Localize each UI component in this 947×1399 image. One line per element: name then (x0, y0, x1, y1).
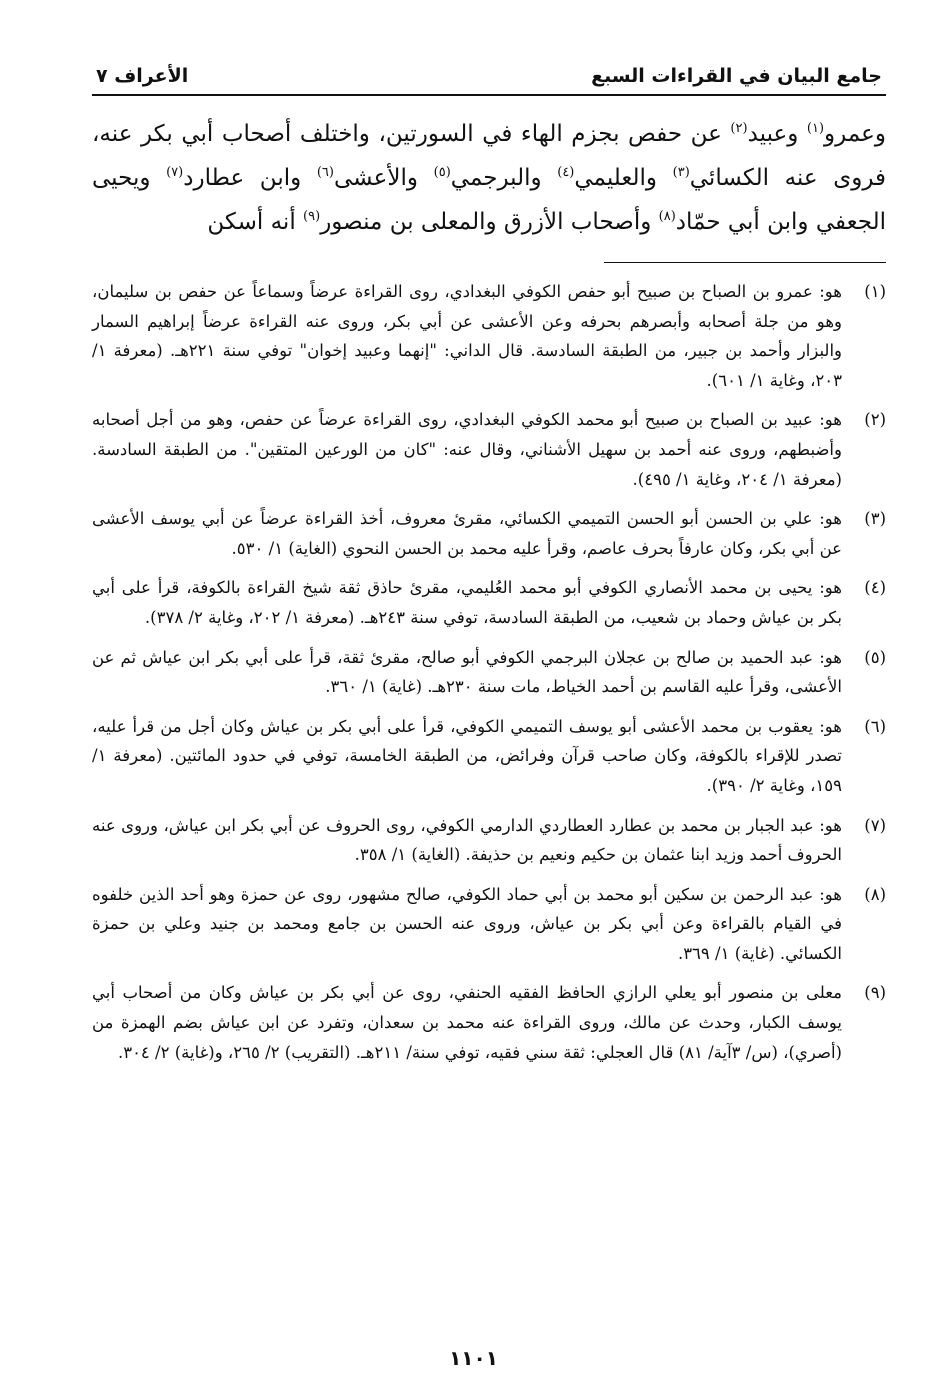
footnote-text: هو: يحيى بن محمد الأنصاري الكوفي أبو محمد العُليمي، مقرئ حاذق ثقة شيخ القراءة بالكوفة، قرأ على أبي بكر بن عياش وحماد بن شعيب، من الطبقة السادسة، توفي سنة ٢٤٣هـ. (معرفة ١/ ٢٠٢، وغاية ٢/ ٣٧٨). (92, 578, 842, 627)
footnote-2 (92, 405, 886, 494)
text-segment: وابن عطارد (183, 165, 317, 191)
footnote-3 (92, 504, 886, 563)
text-segment: وأصحاب الأزرق والمعلى بن منصور (320, 209, 659, 235)
footnote-ref-6: (٦) (316, 164, 334, 180)
footnote-text: هو: عبد الجبار بن محمد بن عطارد العطاردي الدارمي الكوفي، روى الحروف عن أبي بكر ابن عياش، وروى عنه الحروف أحمد وزيد ابنا عثمان بن حكيم ونعيم بن حذيفة. (الغاية) ١/ ٣٥٨. (92, 815, 842, 865)
footnote-text: هو: عمرو بن الصباح بن صبيح أبو حفص الكوفي البغدادي، روى القراءة عرضاً وسماعاً عن حفص بن سليمان، وهو من جلة أصحابه وأبصرهم بحرفه وعن الأعشى عن أبي بكر، وروى عنه القراءة عرضاً إبراهيم السمار والبزار وأحمد بن جبير، من الطبقة السادسة. قال الداني: "إنهما وعبيد إخوان" توفي سنة ٢٢١هـ. (معرفة ١/ ٢٠٣، وغاية ١/ ٦٠١). (92, 282, 843, 390)
text-segment: والأعشى (333, 165, 434, 191)
footnote-ref-5: (٥) (433, 164, 451, 180)
footnote-1 (92, 277, 886, 395)
footnote-number: (٢) (864, 410, 886, 430)
footnote-number: (٥) (864, 647, 886, 667)
footnote-8 (92, 880, 886, 969)
footnote-ref-3: (٣) (672, 164, 690, 180)
footnote-ref-1: (١) (806, 120, 825, 136)
main-paragraph (92, 112, 886, 244)
text-segment: أنه أسكن (207, 209, 304, 235)
footnote-number: (١) (864, 282, 886, 301)
footnote-number: (٣) (864, 509, 886, 529)
footnote-5 (92, 643, 886, 702)
footnote-ref-4: (٤) (557, 164, 575, 180)
footnote-text: هو: عبيد بن الصباح بن صبيح أبو محمد الكوفي البغدادي، روى القراءة عرضاً عن حفص، وهو من أجل أصحابه وأضبطهم، وروى عنه أحمد بن سهيل الأشناني، وقال عنه: "كان من الورعين المتقين". من الطبقة السادسة. (معرفة ١/ ٢٠٤، وغاية ١/ ٤٩٥). (92, 410, 842, 489)
text-segment: ويحيى الجعفي وابن أبي حمّاد (92, 165, 886, 235)
surah-label: الأعراف ٧ (96, 65, 189, 87)
footnote-number: (٧) (864, 815, 886, 835)
page-number: ١١٠١ (449, 1346, 498, 1370)
text-segment: عن حفص بجزم الهاء في السورتين، واختلف أصحاب أبي بكر عنه، فروى عنه الكسائي (92, 121, 886, 191)
footnote-number: (٤) (864, 578, 886, 598)
footnote-ref-9: (٩) (303, 208, 321, 224)
footnote-separator (604, 262, 886, 263)
text-segment: والبرجمي (450, 165, 558, 191)
footnote-ref-7: (٧) (166, 164, 184, 180)
footnote-number: (٨) (864, 884, 886, 904)
footnote-text: هو: علي بن الحسن أبو الحسن التميمي الكسائي، مقرئ معروف، أخذ القراءة عرضاً عن أبي يوسف الأعشى عن أبي بكر، وكان عارفاً بحرف عاصم، وقرأ عليه محمد بن الحسن النحوي (الغاية) ١/ ٥٣٠. (92, 509, 842, 558)
footnote-7 (92, 811, 886, 870)
footnotes-section (92, 277, 886, 1067)
book-page (92, 60, 886, 1077)
footnote-text: هو: عبد الرحمن بن سكين أبو محمد بن أبي حماد الكوفي، صالح مشهور، روى عن حمزة وهو أحد الذين خلفوه في القيام بالقراءة وعن أبي بكر بن عياش، وروى عنه الحسن بن جامع ومحمد بن جنيد وعلي بن حمزة الكسائي. (غاية) ١/ ٣٦٩. (92, 884, 842, 963)
footnote-text: هو: عبد الحميد بن صالح بن عجلان البرجمي الكوفي أبو صالح، مقرئ ثقة، قرأ على أبي بكر ابن عياش ثم عن الأعشى، وقرأ عليه القاسم بن أحمد الخياط، مات سنة ٢٣٠هـ. (غاية) ١/ ٣٦٠. (92, 647, 842, 697)
footnote-9 (92, 978, 886, 1067)
footnote-number: (٩) (864, 983, 886, 1003)
footnote-6 (92, 712, 886, 801)
footnote-text: معلى بن منصور أبو يعلي الرازي الحافظ الفقيه الحنفي، روى عن أبي بكر بن عياش وكان من أصحاب أبي يوسف الكبار، وحدث عن مالك، وروى القراءة عنه محمد بن سعدان، وتفرد عن ابن عياش بضم الهمزة من (أصري)، (س/ ٣آية/ ٨١) قال العجلي: ثقة سني فقيه، توفي سنة/ ٢١١هـ. (التقريب) ٢/ ٢٦٥، و(غاية) ٢/ ٣٠٤. (92, 983, 842, 1062)
footnote-4 (92, 573, 886, 632)
text-segment: وعبيد (747, 121, 807, 147)
running-header (92, 60, 886, 92)
footnote-text: هو: يعقوب بن محمد الأعشى أبو يوسف التميمي الكوفي، قرأ على أبي بكر بن عياش وكان أجل من قرأ عليه، تصدر للإقراء بالكوفة، وكان صاحب قرآن وفرائض، من الطبقة الخامسة، توفي في حدود المائتين. (معرفة ١/ ١٥٩، وغاية ٢/ ٣٩٠). (92, 716, 842, 795)
footnote-number: (٦) (864, 716, 886, 736)
text-segment: وعمرو (824, 121, 886, 147)
footnote-ref-2: (٢) (730, 120, 748, 136)
header-rule (92, 94, 886, 96)
book-title: جامع البيان في القراءات السبع (591, 65, 882, 87)
text-segment: والعليمي (574, 165, 673, 191)
footnote-ref-8: (٨) (658, 208, 676, 224)
